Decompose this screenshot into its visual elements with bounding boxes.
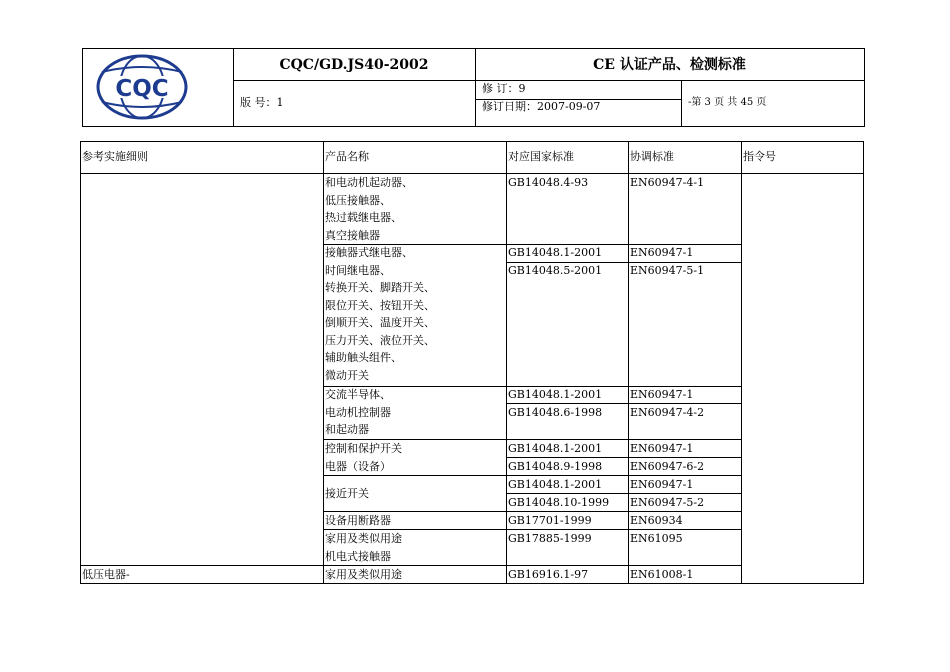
harmonized-standard: EN60947-4-1 bbox=[630, 176, 705, 189]
national-standard: GB14048.5-2001 bbox=[508, 264, 603, 277]
harmonized-standard: EN60934 bbox=[630, 514, 683, 527]
harmonized-standard: EN60947-1 bbox=[630, 478, 694, 491]
version-label: 版 号：1 bbox=[240, 96, 284, 109]
harmonized-standard: EN60947-5-1 bbox=[630, 264, 705, 277]
revision-date: 修订日期：2007-09-07 bbox=[482, 100, 601, 113]
doc-title: CE 认证产品、检测标准 bbox=[593, 57, 746, 73]
col-header-directive: 指令号 bbox=[743, 150, 776, 163]
product-name: 设备用断路器 bbox=[325, 514, 391, 527]
page-info: -第 3 页 共 45 页 bbox=[688, 97, 767, 108]
harmonized-standard: EN60947-1 bbox=[630, 388, 694, 401]
doc-code: CQC/GD.JS40-2002 bbox=[279, 57, 429, 73]
revision-label: 修 订：9 bbox=[482, 82, 526, 95]
harmonized-standard: EN60947-4-2 bbox=[630, 406, 705, 419]
col-header-product: 产品名称 bbox=[325, 150, 369, 163]
national-standard: GB14048.6-1998 bbox=[508, 406, 603, 419]
col-header-harmonized-standard: 协调标准 bbox=[630, 150, 674, 163]
national-standard: GB14048.1-2001 bbox=[508, 478, 603, 491]
harmonized-standard: EN60947-5-2 bbox=[630, 496, 705, 509]
product-name: 家用及类似用途 机电式接触器 bbox=[325, 532, 402, 563]
national-standard: GB14048.1-2001 bbox=[508, 246, 603, 259]
product-name: 交流半导体、 电动机控制器 和起动器 bbox=[325, 388, 391, 436]
col-header-national-standard: 对应国家标准 bbox=[508, 150, 574, 163]
logo-lettering: CQC bbox=[115, 76, 169, 102]
harmonized-standard: EN60947-1 bbox=[630, 246, 694, 259]
harmonized-standard: EN61095 bbox=[630, 532, 683, 545]
col-header-reference: 参考实施细则 bbox=[82, 150, 148, 163]
product-name: 和电动机起动器、 低压接触器、 热过载继电器、 真空接触器 bbox=[325, 176, 413, 242]
national-standard: GB17701-1999 bbox=[508, 514, 592, 527]
product-name: 接近开关 bbox=[325, 487, 369, 500]
national-standard: GB17885-1999 bbox=[508, 532, 592, 545]
harmonized-standard: EN61008-1 bbox=[630, 568, 694, 581]
harmonized-standard: EN60947-1 bbox=[630, 442, 694, 455]
national-standard: GB14048.10-1999 bbox=[508, 496, 610, 509]
national-standard: GB14048.1-2001 bbox=[508, 442, 603, 455]
reference-rule: 低压电器- bbox=[82, 568, 130, 581]
national-standard: GB14048.4-93 bbox=[508, 176, 589, 189]
harmonized-standard: EN60947-6-2 bbox=[630, 460, 705, 473]
national-standard: GB14048.1-2001 bbox=[508, 388, 603, 401]
national-standard: GB16916.1-97 bbox=[508, 568, 589, 581]
product-name: 接触器式继电器、 时间继电器、 转换开关、脚踏开关、 限位开关、按钮开关、 倒顺开关、温度开关、 压力开关、液位开关、 辅助触头组件、 微动开关 bbox=[325, 246, 435, 382]
product-name: 控制和保护开关 电器（设备） bbox=[325, 442, 402, 473]
cqc-logo bbox=[96, 54, 188, 120]
cqc-globe-icon bbox=[96, 54, 188, 120]
national-standard: GB14048.9-1998 bbox=[508, 460, 603, 473]
product-name: 家用及类似用途 bbox=[325, 568, 402, 581]
